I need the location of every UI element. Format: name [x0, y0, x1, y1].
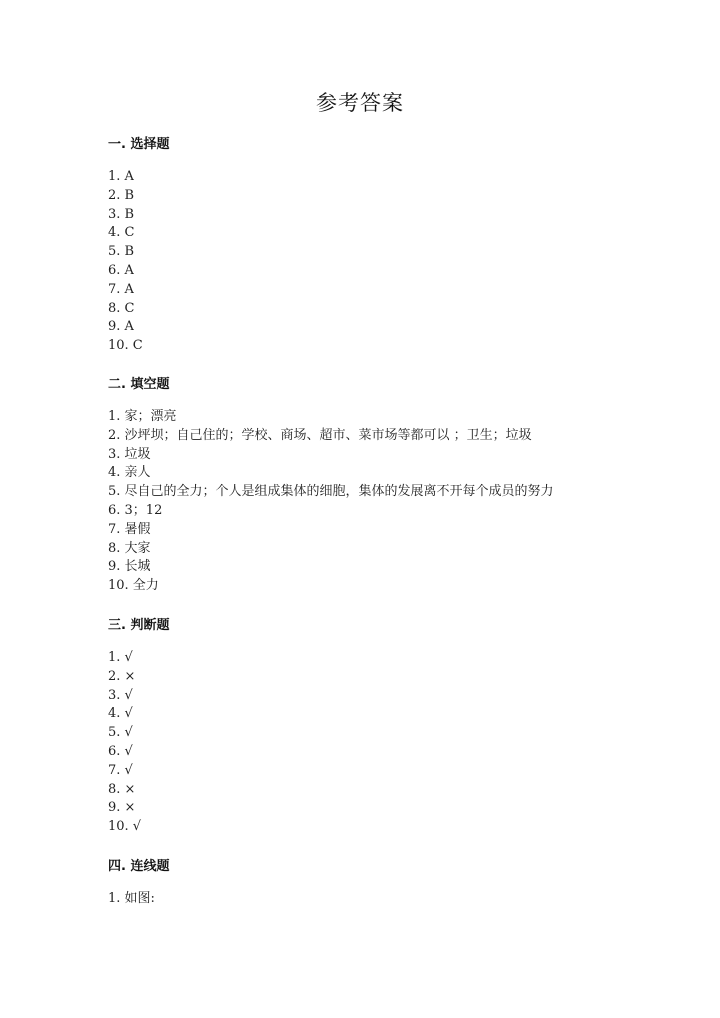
- answer-item: 5. B: [108, 244, 135, 260]
- answer-list-judgement: [108, 649, 141, 837]
- answer-list-choice: [108, 168, 143, 356]
- section-title-fill-blank: 二. 填空题: [108, 377, 170, 392]
- answer-item: 8. ×: [108, 781, 136, 797]
- page-title: 参考答案: [316, 91, 404, 115]
- answer-item: 10. √: [108, 819, 142, 835]
- answer-item: 5. √: [108, 725, 133, 741]
- answer-item: 4. √: [108, 706, 133, 722]
- answer-list-fill-blank: [108, 408, 554, 596]
- answer-item: 6. √: [108, 743, 133, 759]
- answer-item: 3. B: [108, 206, 135, 222]
- answer-item: 7. √: [108, 762, 133, 778]
- section-title-matching: 四. 连线题: [108, 859, 170, 874]
- answer-item: 3. 垃圾: [108, 446, 151, 462]
- answer-item: 1. A: [108, 169, 134, 184]
- answer-item: 9. A: [108, 319, 134, 335]
- answer-item: 10. C: [108, 338, 143, 354]
- answer-item: 7. A: [108, 281, 134, 297]
- answer-item: 10. 全力: [108, 578, 159, 594]
- answer-item: 9. ×: [108, 800, 136, 816]
- section-title-choice: 一. 选择题: [108, 137, 170, 152]
- section-title-judgement: 三. 判断题: [108, 618, 170, 633]
- answer-item: 6. 3；12: [108, 502, 163, 518]
- answer-item: 4. 亲人: [108, 465, 151, 481]
- answer-item: 3. √: [108, 687, 133, 703]
- answer-item: 2. 沙坪坝；自己住的；学校、商场、超市、菜市场等都可以 ；卫生；垃圾: [108, 427, 532, 443]
- answer-item: 2. ×: [108, 668, 136, 684]
- answer-item: 1. √: [108, 650, 133, 665]
- answer-item: 1. 如图:: [108, 891, 155, 906]
- answer-item: 9. 长城: [108, 559, 151, 575]
- answer-item: 4. C: [108, 225, 135, 241]
- answer-item: 8. C: [108, 300, 135, 316]
- answer-list-matching: [108, 890, 155, 909]
- answer-item: 2. B: [108, 187, 135, 203]
- answer-item: 5. 尽自己的全力；个人是组成集体的细胞，集体的发展离不开每个成员的努力: [108, 484, 554, 500]
- answer-item: 8. 大家: [108, 540, 151, 556]
- answer-item: 6. A: [108, 262, 134, 278]
- answer-item: 7. 暑假: [108, 521, 151, 537]
- answer-item: 1. 家；漂亮: [108, 409, 177, 424]
